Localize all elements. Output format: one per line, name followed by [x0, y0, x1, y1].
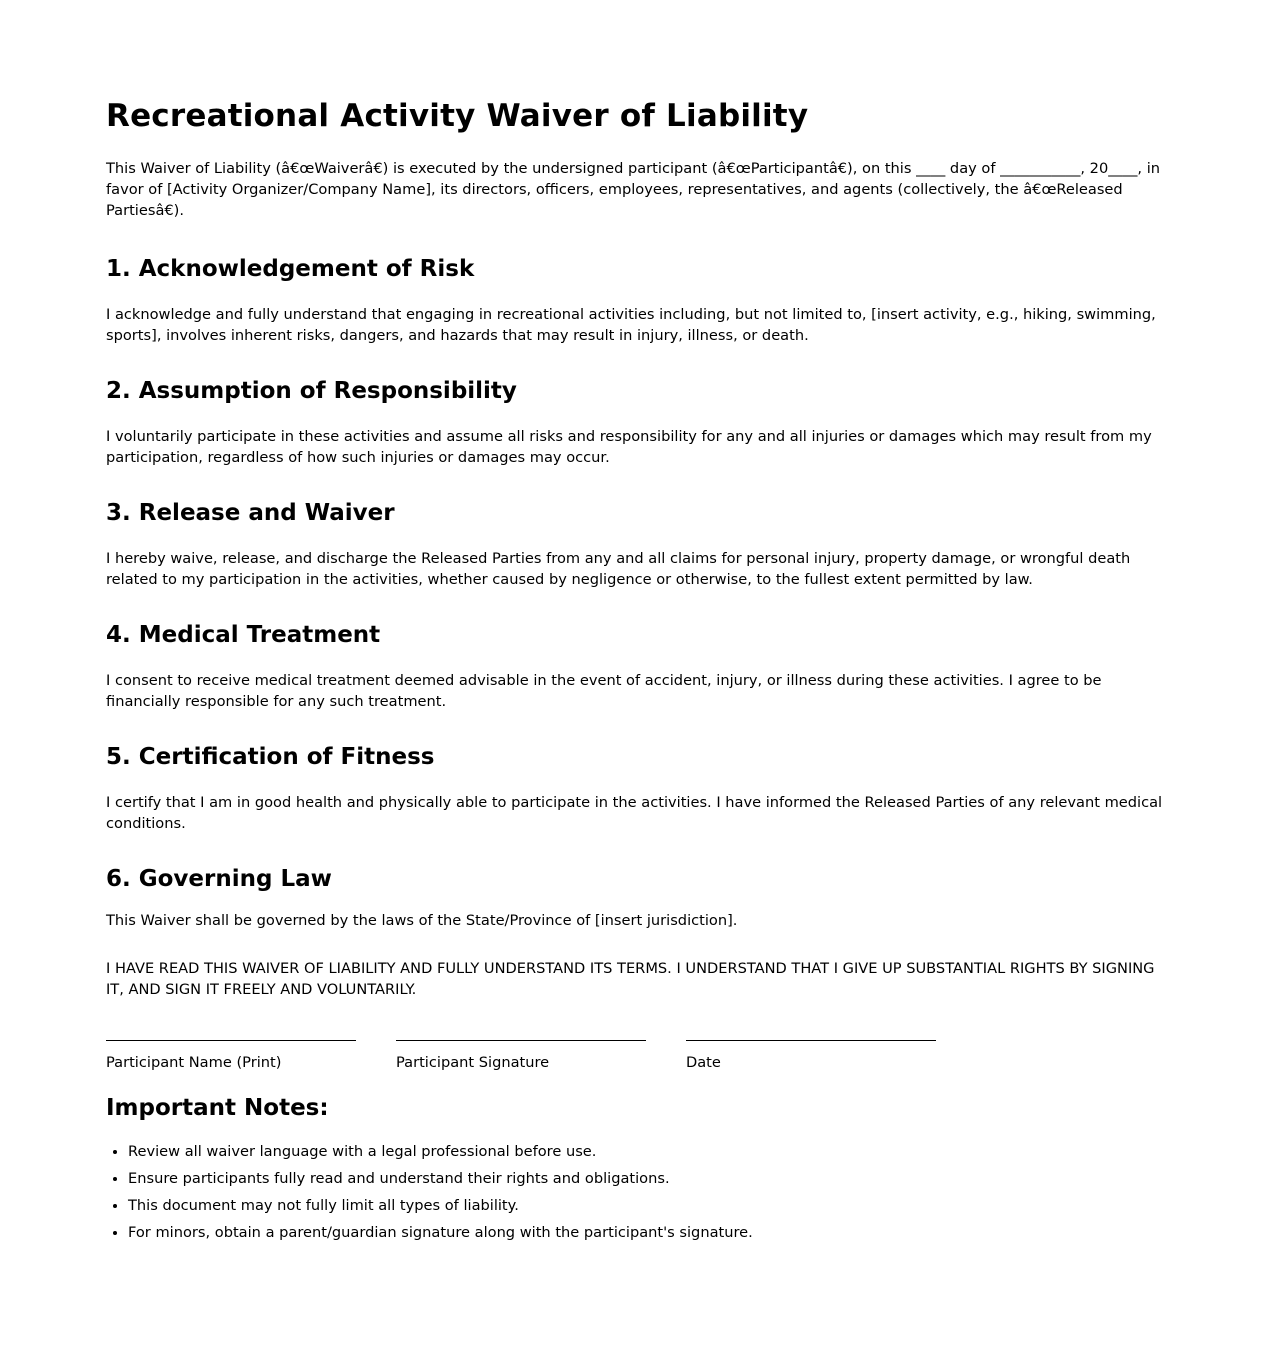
list-item: • Review all waiver language with a legal professional before use. — [128, 1141, 1166, 1162]
section-heading: 1. Acknowledgement of Risk — [106, 256, 475, 282]
section-body: I acknowledge and fully understand that engaging in recreational activities including, but not limited to, [insert activity, e.g., hiking, swimming, sports], involves inherent risks, dangers, and hazards that may result in injury, illness, or death. — [106, 306, 1156, 344]
section-heading: 4. Medical Treatment — [106, 622, 381, 648]
signature-block-signature[interactable] — [396, 1040, 646, 1073]
signature-label: Date — [686, 1054, 721, 1071]
section-acknowledgement-of-risk — [106, 254, 1166, 346]
section-body: I certify that I am in good health and physically able to participate in the activities. I have informed the Released Parties of any relevant medical conditions. — [106, 794, 1163, 832]
list-item: • This document may not fully limit all types of liability. — [128, 1195, 1166, 1216]
intro-paragraph: This Waiver of Liability (â€œWaiverâ€) is executed by the undersigned participant (â€œParticipantâ€), on this ____ day of ___________, 20____, in favor of [Activity Organizer/Company Name], its directors, officers, employees, representatives, and agents (collectively, the â€œReleased Partiesâ€). — [106, 160, 1160, 219]
signature-row — [106, 1040, 1166, 1073]
section-heading: 5. Certification of Fitness — [106, 744, 435, 770]
notes-list — [106, 1141, 1166, 1243]
section-assumption-of-responsibility — [106, 376, 1166, 468]
section-body: I consent to receive medical treatment deemed advisable in the event of accident, injury, or illness during these activities. I agree to be financially responsible for any such treatment. — [106, 672, 1102, 710]
section-body: This Waiver shall be governed by the laws of the State/Province of [insert jurisdiction]. — [106, 912, 738, 929]
list-item: • For minors, obtain a parent/guardian signature along with the participant's signature. — [128, 1222, 1166, 1243]
section-heading: 2. Assumption of Responsibility — [106, 378, 517, 404]
signature-block-date[interactable] — [686, 1040, 936, 1073]
signature-line — [106, 1040, 356, 1041]
signature-line — [686, 1040, 936, 1041]
list-item: • Ensure participants fully read and understand their rights and obligations. — [128, 1168, 1166, 1189]
signature-label: Participant Signature — [396, 1054, 550, 1071]
signature-line — [396, 1040, 646, 1041]
signature-label: Participant Name (Print) — [106, 1054, 282, 1071]
section-certification-of-fitness — [106, 742, 1166, 834]
section-heading: 3. Release and Waiver — [106, 500, 395, 526]
section-medical-treatment — [106, 620, 1166, 712]
section-release-and-waiver — [106, 498, 1166, 590]
section-governing-law — [106, 864, 1166, 931]
signature-block-name[interactable] — [106, 1040, 356, 1073]
section-heading: 6. Governing Law — [106, 866, 332, 892]
section-body: I voluntarily participate in these activities and assume all risks and responsibility for any and all injuries or damages which may result from my participation, regardless of how such injuries or damages may occur. — [106, 428, 1152, 466]
notes-title: Important Notes: — [106, 1095, 329, 1121]
section-body: I hereby waive, release, and discharge the Released Parties from any and all claims for personal injury, property damage, or wrongful death related to my participation in the activities, whether caused by negligence or otherwise, to the fullest extent permitted by law. — [106, 550, 1131, 588]
acknowledgement-statement: I HAVE READ THIS WAIVER OF LIABILITY AND FULLY UNDERSTAND ITS TERMS. I UNDERSTAND THAT I GIVE UP SUBSTANTIAL RIGHTS BY SIGNING IT, AND SIGN IT FREELY AND VOLUNTARILY. — [106, 960, 1155, 998]
waiver-document — [106, 0, 1166, 1243]
page-title: Recreational Activity Waiver of Liability — [106, 98, 809, 134]
